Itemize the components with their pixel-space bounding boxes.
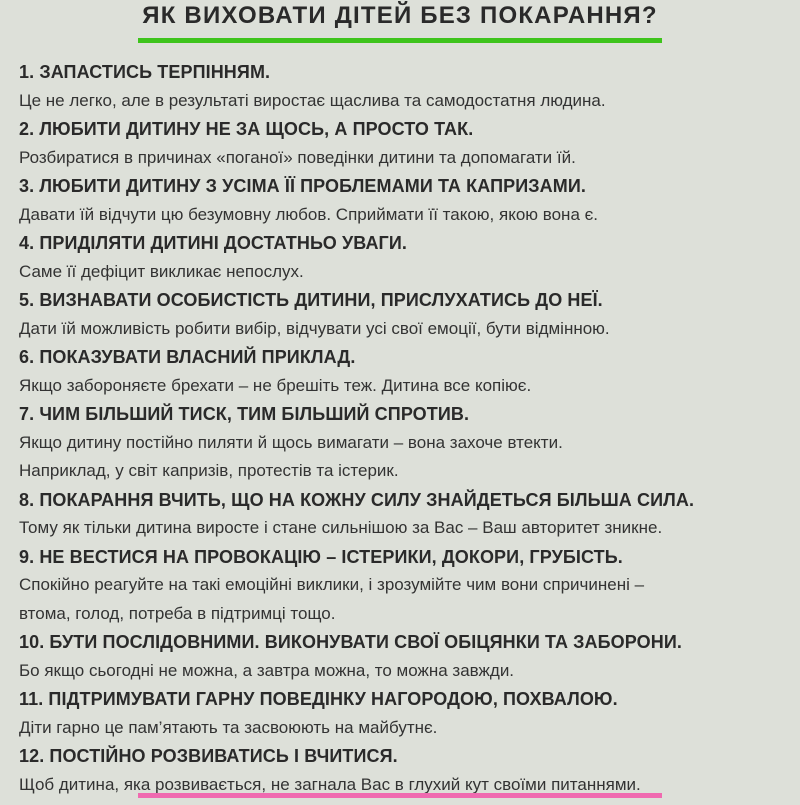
tip-item: [19, 343, 789, 400]
tip-heading: 8. ПОКАРАННЯ ВЧИТЬ, ЩО НА КОЖНУ СИЛУ ЗНАЙДЕТЬСЯ БІЛЬША СИЛА.: [19, 489, 695, 510]
tip-item: [19, 628, 789, 685]
tip-heading: 4. ПРИДІЛЯТИ ДИТИНІ ДОСТАТНЬО УВАГИ.: [19, 233, 407, 253]
tip-description: втома, голод, потреба в підтримці тощо.: [19, 603, 336, 623]
tip-description: Спокійно реагуйте на такі емоційні виклики, і зрозумійте чим вони спричинені –: [19, 575, 645, 594]
tip-item: [19, 742, 789, 799]
tip-description: Саме її дефіцит викликає непослух.: [19, 261, 304, 281]
tip-item: [19, 543, 789, 629]
tip-description: Якщо забороняєте брехати – не брешіть теж. Дитина все копіює.: [19, 375, 532, 395]
tip-description: Щоб дитина, яка розвивається, не загнала Вас в глухий кут своїми питаннями.: [19, 774, 641, 794]
tip-heading: 12. ПОСТІЙНО РОЗВИВАТИСЬ І ВЧИТИСЯ.: [19, 746, 398, 766]
tip-heading: 5. ВИЗНАВАТИ ОСОБИСТІСТЬ ДИТИНИ, ПРИСЛУХАТИСЬ ДО НЕЇ.: [19, 290, 603, 310]
tip-heading: 6. ПОКАЗУВАТИ ВЛАСНИЙ ПРИКЛАД.: [19, 347, 356, 367]
tip-item: [19, 400, 789, 486]
tips-list: [19, 58, 789, 799]
tip-description: Тому як тільки дитина виросте і стане сильнішою за Вас – Ваш авторитет зникне.: [19, 518, 663, 537]
tip-heading: 2. ЛЮБИТИ ДИТИНУ НЕ ЗА ЩОСЬ, А ПРОСТО ТАК.: [19, 119, 474, 139]
tip-item: [19, 685, 789, 742]
tip-item: [19, 486, 789, 543]
tip-description: Це не легко, але в результаті виростає щаслива та самодостатня людина.: [19, 90, 606, 110]
tip-item: [19, 172, 789, 229]
tip-heading: 7. ЧИМ БІЛЬШИЙ ТИСК, ТИМ БІЛЬШИЙ СПРОТИВ.: [19, 404, 470, 424]
tip-heading: 10. БУТИ ПОСЛІДОВНИМИ. ВИКОНУВАТИ СВОЇ ОБІЦЯНКИ ТА ЗАБОРОНИ.: [19, 632, 682, 652]
tip-item: [19, 286, 789, 343]
tip-description: Діти гарно це пам’ятають та засвоюють на майбутнє.: [19, 717, 438, 737]
title-underline-green: [138, 38, 662, 43]
tip-description: Дати їй можливість робити вибір, відчувати усі свої емоції, бути відмінною.: [19, 318, 610, 338]
tip-heading: 9. НЕ ВЕСТИСЯ НА ПРОВОКАЦІЮ – ІСТЕРИКИ, ДОКОРИ, ГРУБІСТЬ.: [19, 546, 623, 567]
page-title: ЯК ВИХОВАТИ ДІТЕЙ БЕЗ ПОКАРАННЯ?: [142, 2, 658, 29]
bottom-divider-pink: [138, 793, 662, 798]
tip-item: [19, 229, 789, 286]
tip-description: Бо якщо сьогодні не можна, а завтра можна, то можна завжди.: [19, 660, 515, 680]
tip-description: Розбиратися в причинах «поганої» поведінки дитини та допомагати їй.: [19, 147, 576, 167]
tip-description: Наприклад, у світ капризів, протестів та істерик.: [19, 461, 399, 480]
tip-item: [19, 58, 789, 115]
tip-description: Якщо дитину постійно пиляти й щось вимагати – вона захоче втекти.: [19, 432, 563, 452]
tip-heading: 3. ЛЮБИТИ ДИТИНУ З УСІМА ЇЇ ПРОБЛЕМАМИ ТА КАПРИЗАМИ.: [19, 176, 586, 196]
tip-heading: 1. ЗАПАСТИСЬ ТЕРПІННЯМ.: [19, 62, 271, 82]
tip-item: [19, 115, 789, 172]
tip-heading: 11. ПІДТРИМУВАТИ ГАРНУ ПОВЕДІНКУ НАГОРОДОЮ, ПОХВАЛОЮ.: [19, 689, 618, 709]
tip-description: Давати їй відчути цю безумовну любов. Сприймати її такою, якою вона є.: [19, 204, 599, 224]
